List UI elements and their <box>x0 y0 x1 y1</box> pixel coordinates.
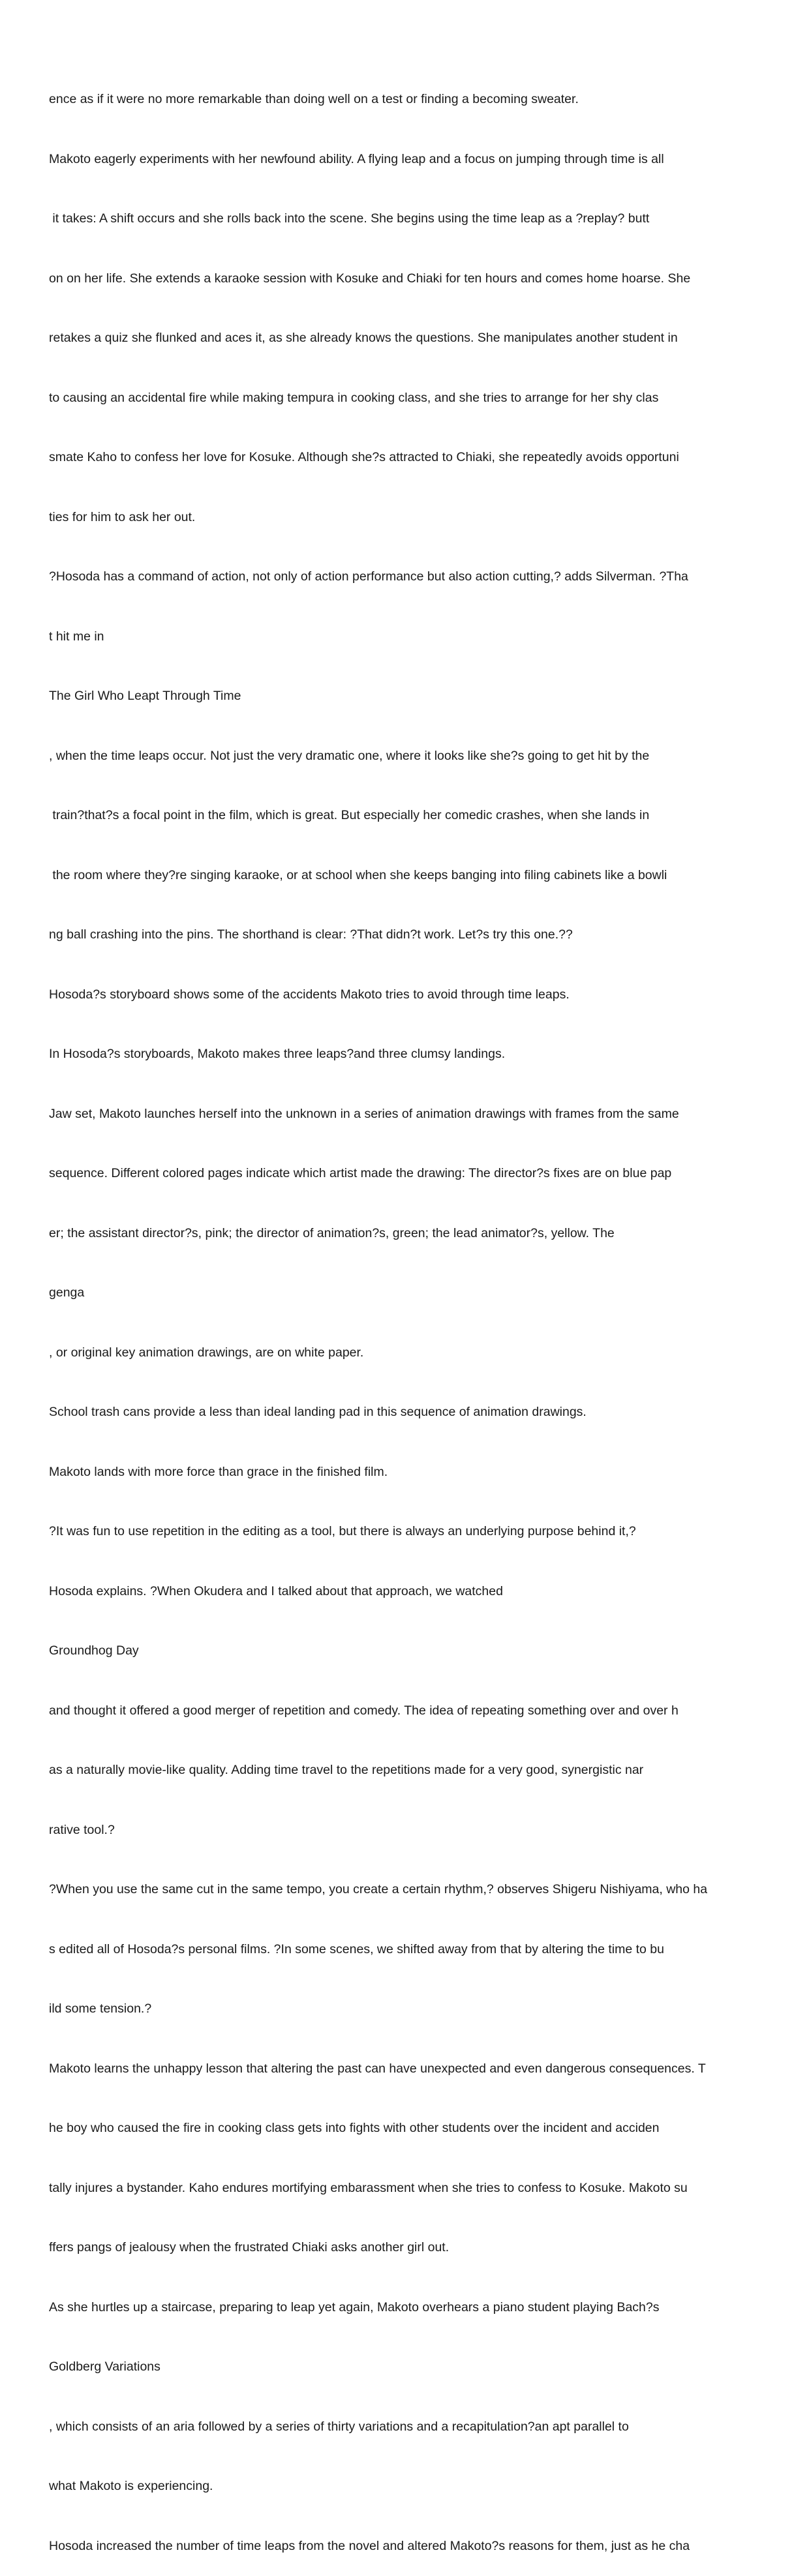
text-line: ild some tension.? <box>49 2001 152 2016</box>
text-line: Hosoda increased the number of time leaps from the novel and altered Makoto?s reasons for them, just as he cha <box>49 2538 690 2553</box>
text-line: it takes: A shift occurs and she rolls back into the scene. She begins using the time leap as a ?replay? butt <box>49 211 650 226</box>
text-line: ence as if it were no more remarkable than doing well on a test or finding a becoming sweater. <box>49 92 579 106</box>
text-line: Makoto learns the unhappy lesson that altering the past can have unexpected and even dangerous consequences. T <box>49 2061 706 2076</box>
text-line: retakes a quiz she flunked and aces it, as she already knows the questions. She manipulates another student in <box>49 331 678 345</box>
caption-line: School trash cans provide a less than ideal landing pad in this sequence of animation drawings. <box>49 1405 587 1419</box>
text-line: , when the time leaps occur. Not just the very dramatic one, where it looks like she?s going to get hit by the <box>49 748 650 763</box>
caption-line: In Hosoda?s storyboards, Makoto makes three leaps?and three clumsy landings. <box>49 1047 506 1061</box>
text-line: , which consists of an aria followed by a series of thirty variations and a recapitulation?an apt parallel to <box>49 2419 629 2434</box>
text-line: on on her life. She extends a karaoke session with Kosuke and Chiaki for ten hours and comes home hoarse. She <box>49 271 691 286</box>
text-line: the room where they?re singing karaoke, or at school when she keeps banging into filing cabinets like a bowli <box>49 867 667 882</box>
text-line: Makoto eagerly experiments with her newfound ability. A flying leap and a focus on jumping through time is all <box>49 151 664 166</box>
text-line: rative tool.? <box>49 1822 115 1837</box>
text-line: s edited all of Hosoda?s personal films. ?In some scenes, we shifted away from that by altering the time to bu <box>49 1941 664 1956</box>
title-line: The Girl Who Leapt Through Time <box>49 689 241 703</box>
text-line: ?When you use the same cut in the same tempo, you create a certain rhythm,? observes Shigeru Nishiyama, who ha <box>49 1882 708 1896</box>
term-line: genga <box>49 1285 85 1300</box>
text-line: As she hurtles up a staircase, preparing to leap yet again, Makoto overhears a piano student playing Bach?s <box>49 2299 660 2314</box>
title-line: Groundhog Day <box>49 1643 139 1658</box>
text-line: sequence. Different colored pages indicate which artist made the drawing: The director?s fixes are on blue pap <box>49 1166 672 1180</box>
text-line: Hosoda explains. ?When Okudera and I talked about that approach, we watched <box>49 1583 503 1598</box>
text-line: t hit me in <box>49 629 104 644</box>
text-line: er; the assistant director?s, pink; the director of animation?s, green; the lead animator?s, yellow. The <box>49 1225 615 1240</box>
caption-line: Makoto lands with more force than grace in the finished film. <box>49 1464 388 1479</box>
text-line: ng ball crashing into the pins. The shorthand is clear: ?That didn?t work. Let?s try this one.?? <box>49 927 573 942</box>
text-line: ties for him to ask her out. <box>49 509 196 524</box>
text-line: ?It was fun to use repetition in the editing as a tool, but there is always an underlying purpose behind it,? <box>49 1524 636 1538</box>
text-line: and thought it offered a good merger of repetition and comedy. The idea of repeating something over and over h <box>49 1703 679 1718</box>
text-line: to causing an accidental fire while making tempura in cooking class, and she tries to arrange for her shy clas <box>49 390 659 405</box>
text-line: ?Hosoda has a command of action, not only of action performance but also action cutting,? adds Silverman. ?Tha <box>49 569 688 584</box>
text-line: Jaw set, Makoto launches herself into the unknown in a series of animation drawings with frames from the same <box>49 1106 679 1121</box>
title-line: Goldberg Variations <box>49 2359 160 2374</box>
text-line: ffers pangs of jealousy when the frustrated Chiaki asks another girl out. <box>49 2240 450 2254</box>
text-line: he boy who caused the fire in cooking class gets into fights with other students over the incident and acciden <box>49 2121 660 2135</box>
text-line: , or original key animation drawings, are on white paper. <box>49 1345 364 1360</box>
text-line: tally injures a bystander. Kaho endures mortifying embarassment when she tries to confess to Kosuke. Makoto su <box>49 2180 688 2195</box>
text-line: as a naturally movie-like quality. Adding time travel to the repetitions made for a very good, synergistic nar <box>49 1763 644 1777</box>
document-page <box>49 50 780 2576</box>
text-line: what Makoto is experiencing. <box>49 2479 213 2493</box>
text-line: smate Kaho to confess her love for Kosuke. Although she?s attracted to Chiaki, she repeatedly avoids opportuni <box>49 450 679 464</box>
caption-line: Hosoda?s storyboard shows some of the accidents Makoto tries to avoid through time leaps. <box>49 987 570 1002</box>
text-line: train?that?s a focal point in the film, which is great. But especially her comedic crashes, when she lands in <box>49 808 650 822</box>
